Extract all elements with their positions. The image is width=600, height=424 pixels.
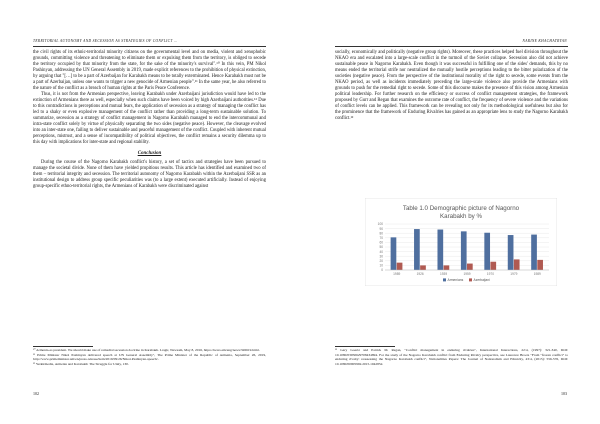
x-tick-label: 1926 bbox=[416, 272, 424, 276]
page-number-left: 102 bbox=[33, 391, 39, 396]
y-tick-label: 0 bbox=[381, 268, 383, 273]
chart-svg bbox=[365, 198, 557, 286]
chart-title-line-2: Karabakh by % bbox=[440, 213, 482, 220]
header-rule-left bbox=[33, 46, 266, 47]
footnote: ¹² Yerkirmedia, Armenia and Karabakh: The Struggle for Unity, 130. bbox=[33, 361, 129, 366]
demographic-chart bbox=[365, 198, 557, 286]
footnote-rule-left bbox=[33, 346, 93, 347]
footnote-rule-right bbox=[335, 346, 395, 347]
legend-swatch bbox=[469, 278, 472, 281]
x-tick-label: 1979 bbox=[510, 272, 518, 276]
footnote: ¹⁰ Armenia-as president. We should make use of remedial secession doctrine in Karabakh. Lragir, Newsam, May 8, 2016, https://news.am/eng/news/326619.html. bbox=[33, 348, 260, 352]
x-tick-label: 1970 bbox=[486, 272, 494, 276]
y-tick-label: 100 bbox=[377, 222, 383, 227]
right-body-column bbox=[335, 50, 568, 122]
chart-title-line-1: Table 1.0 Demographic picture of Nagorno bbox=[402, 205, 520, 212]
legend-swatch bbox=[443, 278, 446, 281]
y-tick-label: 50 bbox=[379, 245, 383, 250]
bar-armenians bbox=[391, 237, 397, 270]
footnote: ¹¹ Prime Minister Nikol Pashinyan delivered speech at UN General Assembly", The Prime Minister of the Republic of Armenia, September 26, 2019, http://www.primeminister.am/en/press-release/item/2019/09/26/Nikol-Pashinyan-speech/. bbox=[33, 352, 266, 361]
bar-azerbaijani bbox=[514, 259, 520, 270]
bar-azerbaijani bbox=[467, 264, 473, 270]
bar-armenians bbox=[461, 231, 467, 270]
body-paragraph: Thus, it is not from the Armenian perspective, leaving Karabakh under Azerbaijani jurisdiction would have led to the extinction of Armenians there as well, especially when such claims have been voiced by high Azerbaijani authorities.¹² Due to this contradictions in perceptions and mutual fears, the application of secession as a strategy of managing the conflict has led to a shaky or even explosive management of the conflict rather than providing a long-term sustainable solution. To summarize, secession as a strategy of conflict management in Nagorno Karabakh managed to end the intercommunal and intra-state conflict solely by virtue of physically separating the two sides (negative peace). However, the cleavage evolved into an inter-state one, failing to deliver sustainable and peaceful management of the conflict. Coupled with inherent mutual perceptions, mistrust, and a sense of incompatibility of political objectives, the conflict remains a security dilemma up to this day with implications for inter-state and regional stability. bbox=[33, 92, 266, 145]
body-paragraph: the civil rights of its ethnic-territorial minority citizens on the governmental level and on media, violent and xenophobic grounds, committing violence and threatening to eliminate them or expulsing them from the territory, is obliged to secede the territory occupied by that minority from the state, for the sake of the minority's survival".¹⁰ In this vein, PM Nikol Pashinyan, addressing the UN General Assembly in 2019, made explicit references to the prohibition of physical extinction, by arguing that "[…] to be a part of Azerbaijan for Karabakh means to be totally exterminated. Hence Karabakh must not be a part of Azerbaijan, unless one wants to trigger a new genocide of Armenian people".¹¹ In the same year, he also referred to the nature of the conflict as a breach of human rights at the Paris Peace Conference. bbox=[33, 50, 266, 91]
body-paragraph: socially, economically and politically (negative group rights). Moreover, these practices helped fuel division throughout the NKAO era and escalated into a large-scale conflict in the turmoil of the Soviet collapse. Secession also did not achieve sustainable peace in Nagorno Karabakh. Even though it was successful in fulfilling one of the sides' demands, this by no means ended the territorial strife nor neutralized the mutually hostile perceptions leading to the bitter polarization of the societies (negative peace). From the perspective of the institutional morality of the right to secede, some events from the NKAO period, as well as incidents immediately preceding the large-scale violence also provide the Armenians with grounds to push for the remedial right to secede. Some of this discourse makes the presence of this vision among Armenian political leadership. For further research on the efficiency or success of conflict management strategies, the framework proposed by Gurr and Regan that examines the outcome rate of conflict, the frequency of severe violence and the variations of conflict levels can be applied. This framework can be revealing not only for its methodological usefulness but also for the prominence that the framework of Enduring Rivalries has gained as an appropriate lens to study the Nagorno Karabakh conflict.¹³ bbox=[335, 50, 568, 121]
running-head-left: TERRITORIAL AUTONOMY AND SECESSION AS STRATEGIES OF CONFLICT … bbox=[33, 39, 178, 43]
page-number-right: 103 bbox=[561, 391, 567, 396]
y-tick-label: 10 bbox=[379, 263, 383, 268]
bar-azerbaijani bbox=[420, 265, 426, 270]
left-footnotes bbox=[33, 348, 266, 366]
bar-armenians bbox=[484, 233, 490, 270]
bar-armenians bbox=[531, 235, 537, 270]
bar-armenians bbox=[508, 235, 514, 270]
left-body-column bbox=[33, 50, 266, 190]
y-tick-label: 60 bbox=[379, 240, 383, 245]
x-tick-label: 1939 bbox=[440, 272, 448, 276]
bar-azerbaijani bbox=[537, 260, 543, 270]
running-head-right: NARINE KHACHATRYAN bbox=[522, 39, 567, 43]
bar-armenians bbox=[437, 230, 443, 270]
legend-label: Azerbaijani bbox=[473, 278, 490, 282]
header-rule-right bbox=[335, 46, 568, 47]
footnote: ¹³ Gary Goertz and Patrick M. Regan, "Conflict management in enduring rivalries", International Interactions, 22:4, (1997): 321-340, DOI: 10.1080/03050629708434894. For the study of the Nagorno Karabakh conflict from Enduring Rivalry perspective, see Laurence Broers "From "frozen conflict" to enduring rivalry: reassessing the Nagorno Karabakh conflict", Nationalities Papers: The Journal of Nationalism and Ethnicity, 43:4, (2015): 556-576, DOI: 10.1080/00905992.2015.1042852. bbox=[335, 348, 568, 366]
y-tick-label: 20 bbox=[379, 259, 383, 263]
y-tick-label: 30 bbox=[379, 254, 383, 259]
bar-azerbaijani bbox=[490, 262, 496, 270]
x-tick-label: 1959 bbox=[463, 272, 471, 276]
bar-armenians bbox=[414, 229, 420, 270]
x-tick-label: 1989 bbox=[533, 272, 541, 276]
y-tick-label: 90 bbox=[379, 226, 383, 231]
legend-label: Armenians bbox=[447, 278, 464, 282]
y-tick-label: 80 bbox=[379, 231, 383, 236]
right-footnotes bbox=[335, 348, 568, 366]
bar-azerbaijani bbox=[397, 263, 403, 270]
x-tick-label: 1989 bbox=[393, 272, 401, 276]
bar-azerbaijani bbox=[444, 265, 450, 270]
conclusion-heading: Conclusion bbox=[137, 151, 162, 156]
conclusion-paragraph: During the course of the Nagorno Karabakh conflict's history, a set of tactics and strategies have been pursued to manage the societal divide. None of them have yielded propitious results. This article has identified and examined two of them – territorial integrity and secession. The territorial autonomy of Nagorno Karabakh within the Azerbaijani SSR as an institutional design to address group specific peculiarities was (to a large extent) executed artificially. Instead of enjoying group-specific ethno-territorial rights, the Armenians of Karabakh were discriminated against bbox=[33, 160, 266, 189]
y-tick-label: 70 bbox=[379, 236, 383, 240]
y-tick-label: 40 bbox=[379, 249, 383, 254]
